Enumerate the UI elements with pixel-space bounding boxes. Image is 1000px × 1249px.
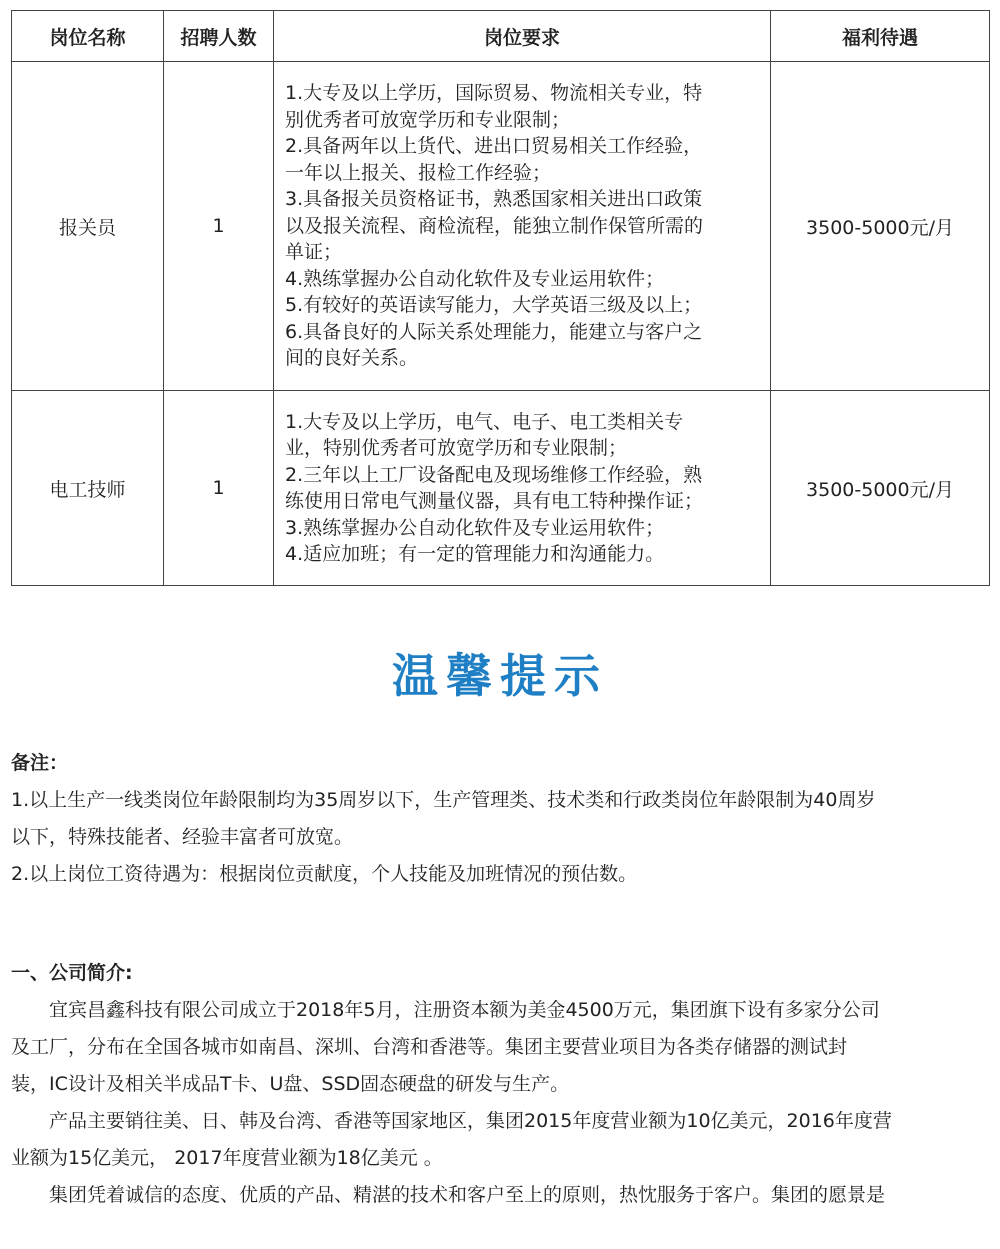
requirement-line: 4.适应加班；有一定的管理能力和沟通能力。: [285, 543, 665, 565]
company-paragraph-line: 产品主要销往美、日、韩及台湾、香港等国家地区，集团2015年度营业额为10亿美元，2016年度营: [49, 1110, 892, 1132]
table-row: [12, 391, 990, 586]
position-salary: 3500-5000元/月: [771, 391, 990, 586]
header-count: 招聘人数: [164, 11, 274, 62]
header-requirements: 岗位要求: [274, 11, 771, 62]
requirement-line: 业，特别优秀者可放宽学历和专业限制；: [285, 437, 628, 459]
remarks-section: [11, 745, 991, 893]
requirement-line: 1.大专及以上学历，国际贸易、物流相关专业，特: [285, 82, 703, 105]
requirement-line: 3.具备报关员资格证书，熟悉国家相关进出口政策: [285, 188, 703, 211]
requirement-line: 3.熟练掌握办公自动化软件及专业运用软件；: [285, 516, 665, 539]
requirement-line: 1.大专及以上学历，电气、电子、电工类相关专: [285, 410, 684, 433]
position-salary: 3500-5000元/月: [771, 62, 990, 391]
requirement-line: 6.具备良好的人际关系处理能力，能建立与客户之: [285, 320, 703, 343]
position-requirements: [274, 391, 771, 586]
position-count: 1: [164, 391, 274, 586]
requirement-line: 练使用日常电气测量仪器，具有电工特种操作证；: [285, 490, 704, 512]
requirement-line: 间的良好关系。: [285, 347, 419, 370]
remarks-line: 2.以上岗位工资待遇为：根据岗位贡献度，个人技能及加班情况的预估数。: [11, 863, 638, 885]
remarks-line: 1.以上生产一线类岗位年龄限制均为35周岁以下，生产管理类、技术类和行政类岗位年龄限制为40周岁: [11, 789, 876, 811]
company-section: [11, 955, 991, 1214]
job-table: [11, 10, 990, 586]
position-count: 1: [164, 62, 274, 391]
requirement-line: 一年以上报关、报检工作经验；: [285, 161, 552, 184]
header-position: 岗位名称: [12, 11, 164, 62]
requirement-line: 单证；: [285, 241, 343, 264]
company-paragraph-line: 业额为15亿美元， 2017年度营业额为18亿美元 。: [11, 1147, 443, 1169]
company-paragraph-line: 装，IC设计及相关半成品T卡、U盘、SSD固态硬盘的研发与生产。: [11, 1073, 570, 1095]
position-title: 报关员: [12, 62, 164, 391]
position-requirements: [274, 62, 771, 391]
remarks-heading: 备注：: [11, 752, 69, 774]
company-heading: 一、公司简介:: [11, 962, 133, 984]
requirement-line: 以及报关流程、商检流程，能独立制作保管所需的: [285, 214, 704, 237]
table-row: [12, 62, 990, 391]
header-benefits: 福利待遇: [771, 11, 990, 62]
requirement-line: 2.具备两年以上货代、进出口贸易相关工作经验，: [285, 135, 703, 158]
requirement-line: 别优秀者可放宽学历和专业限制；: [285, 108, 571, 131]
company-paragraph-line: 集团凭着诚信的态度、优质的产品、精湛的技术和客户至上的原则，热忱服务于客户。集团的愿景是: [49, 1184, 886, 1206]
requirement-line: 4.熟练掌握办公自动化软件及专业运用软件；: [285, 267, 665, 290]
notice-title: 温馨提示: [392, 649, 608, 703]
remarks-line: 以下，特殊技能者、经验丰富者可放宽。: [11, 826, 354, 848]
table-header-row: [12, 11, 990, 62]
requirement-line: 5.有较好的英语读写能力，大学英语三级及以上；: [285, 294, 703, 317]
position-title: 电工技师: [12, 391, 164, 586]
company-paragraph-line: 及工厂，分布在全国各城市如南昌、深圳、台湾和香港等。集团主要营业项目为各类存储器的测试封: [11, 1036, 848, 1058]
company-paragraph-line: 宜宾昌鑫科技有限公司成立于2018年5月，注册资本额为美金4500万元，集团旗下设有多家分公司: [49, 999, 880, 1021]
requirement-line: 2.三年以上工厂设备配电及现场维修工作经验，熟: [285, 463, 703, 486]
